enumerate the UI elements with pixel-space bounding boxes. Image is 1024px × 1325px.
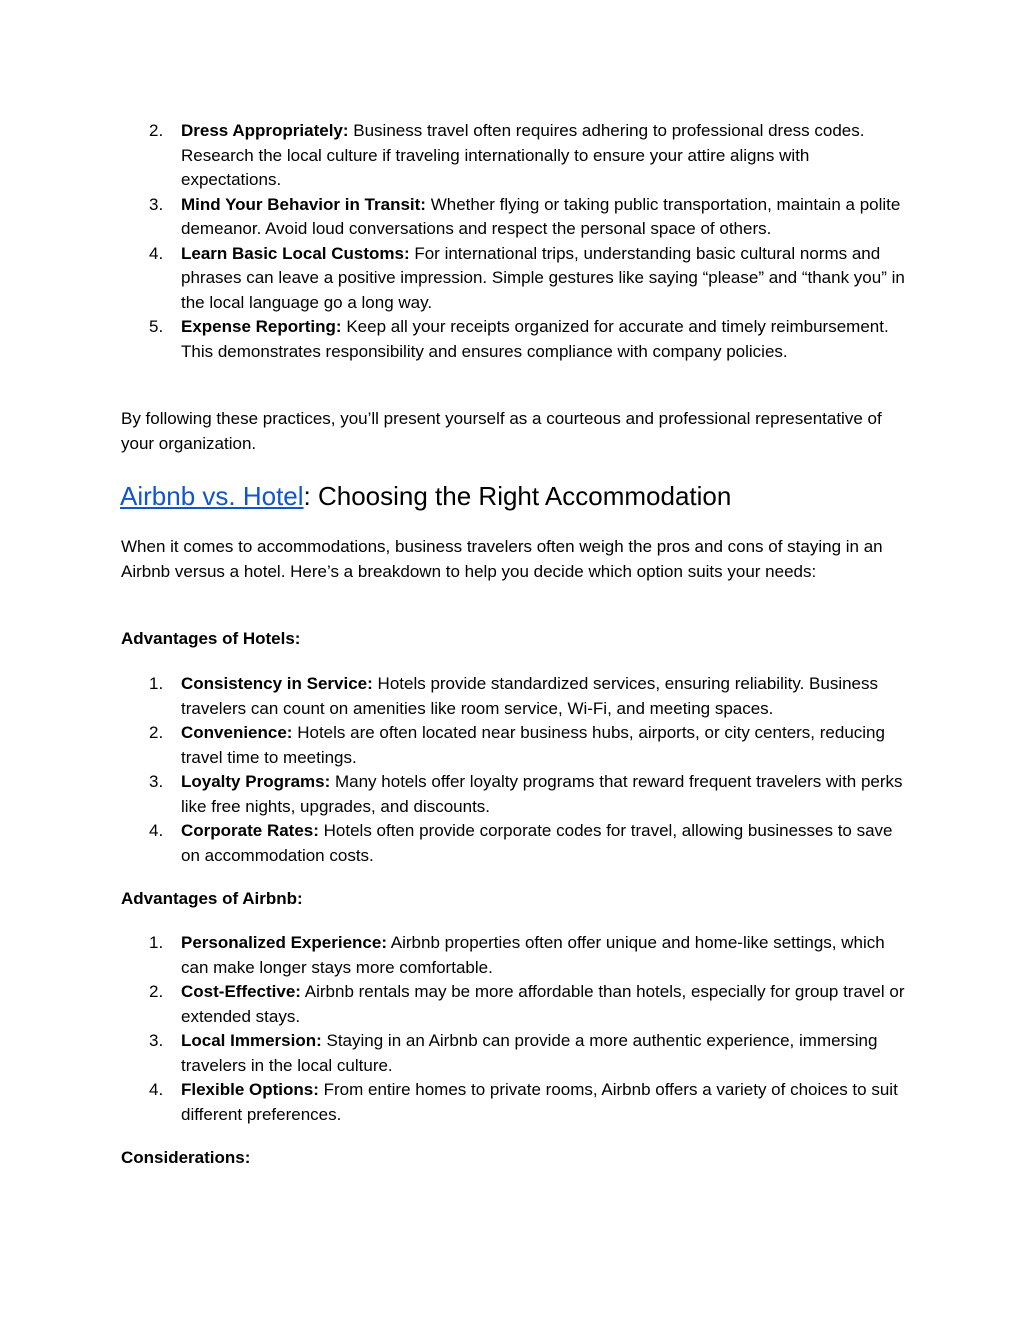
airbnb-list: [0, 931, 1024, 1127]
list-item-text: Business travel often requires adhering to professional dress codes. Research the local culture if traveling internationally to ensure your attire aligns with expectations.: [181, 121, 865, 189]
heading-rest: : Choosing the Right Accommodation: [303, 481, 732, 511]
list-item: [0, 672, 911, 721]
list-item-text: Hotels provide standardized services, ensuring reliability. Business travelers can count on amenities like room service, Wi-Fi, and meeting spaces.: [181, 674, 879, 718]
list-item: [0, 819, 911, 868]
list-item: [0, 931, 911, 980]
list-item-text: Hotels are often located near business hubs, airports, or city centers, reducing travel time to meetings.: [181, 723, 885, 767]
list-item-text: Whether flying or taking public transportation, maintain a polite demeanor. Avoid loud conversations and respect the personal space of others.: [181, 194, 901, 238]
list-number: 3.: [149, 772, 164, 791]
list-item-title: Expense Reporting:: [181, 317, 342, 336]
considerations-subheading: Considerations:: [121, 1148, 251, 1167]
list-item: [0, 119, 911, 193]
list-number: 2.: [149, 121, 164, 140]
hotels-list: [0, 672, 1024, 868]
list-item-text: Airbnb properties often offer unique and home-like settings, which can make longer stays more comfortable.: [181, 933, 885, 977]
closing-paragraph: By following these practices, you’ll present yourself as a courteous and professional representative of your organization.: [121, 409, 882, 453]
list-item-text: Many hotels offer loyalty programs that reward frequent travelers with perks like free nights, upgrades, and discounts.: [181, 772, 903, 816]
list-number: 1.: [149, 933, 164, 952]
list-item-title: Corporate Rates:: [181, 821, 319, 840]
list-number: 4.: [149, 1080, 164, 1099]
list-item-title: Local Immersion:: [181, 1031, 322, 1050]
list-item-text: Hotels often provide corporate codes for travel, allowing businesses to save on accommodation costs.: [181, 821, 893, 865]
list-number: 3.: [149, 1031, 164, 1050]
section-heading: [120, 480, 731, 512]
list-number: 2.: [149, 982, 164, 1001]
list-item: [0, 1078, 911, 1127]
list-item-title: Consistency in Service:: [181, 674, 373, 693]
list-item-text: Keep all your receipts organized for accurate and timely reimbursement. This demonstrates responsibility and ensures compliance with company policies.: [181, 317, 889, 361]
list-number: 5.: [149, 317, 164, 336]
list-item-title: Mind Your Behavior in Transit:: [181, 194, 426, 214]
list-item-title: Loyalty Programs:: [181, 772, 331, 791]
list-item: [0, 1029, 911, 1078]
list-item-text: Airbnb rentals may be more affordable than hotels, especially for group travel or extended stays.: [181, 982, 905, 1026]
etiquette-list: [0, 119, 1024, 364]
list-item: [0, 980, 911, 1029]
list-item-text: For international trips, understanding basic cultural norms and phrases can leave a positive impression. Simple gestures like saying “please” and “thank you” in the local language go a long way.: [181, 243, 905, 312]
list-number: 3.: [149, 194, 164, 214]
list-item: [0, 770, 911, 819]
list-item-text: From entire homes to private rooms, Airbnb offers a variety of choices to suit different preferences.: [181, 1080, 898, 1124]
list-item-title: Dress Appropriately:: [181, 121, 349, 140]
list-item-text: Staying in an Airbnb can provide a more authentic experience, immersing travelers in the local culture.: [181, 1031, 878, 1075]
list-item-title: Flexible Options:: [181, 1080, 319, 1099]
list-item-title: Convenience:: [181, 723, 293, 742]
list-item-title: Learn Basic Local Customs:: [181, 243, 410, 263]
list-item-title: Personalized Experience:: [181, 933, 387, 952]
intro-paragraph: When it comes to accommodations, business travelers often weigh the pros and cons of staying in an Airbnb versus a hotel. Here’s a breakdown to help you decide which option suits your needs:: [121, 537, 883, 581]
heading-link[interactable]: Airbnb vs. Hotel: [120, 481, 304, 511]
list-item-title: Cost-Effective:: [181, 982, 301, 1001]
list-item: [0, 193, 911, 242]
list-number: 2.: [149, 723, 164, 742]
list-number: 4.: [149, 243, 164, 263]
list-number: 1.: [149, 674, 164, 693]
list-item: [0, 315, 911, 364]
airbnb-subheading: Advantages of Airbnb:: [121, 889, 303, 908]
hotels-subheading: Advantages of Hotels:: [121, 629, 301, 648]
list-number: 4.: [149, 821, 164, 840]
list-item: [0, 721, 911, 770]
list-item: [0, 242, 911, 316]
